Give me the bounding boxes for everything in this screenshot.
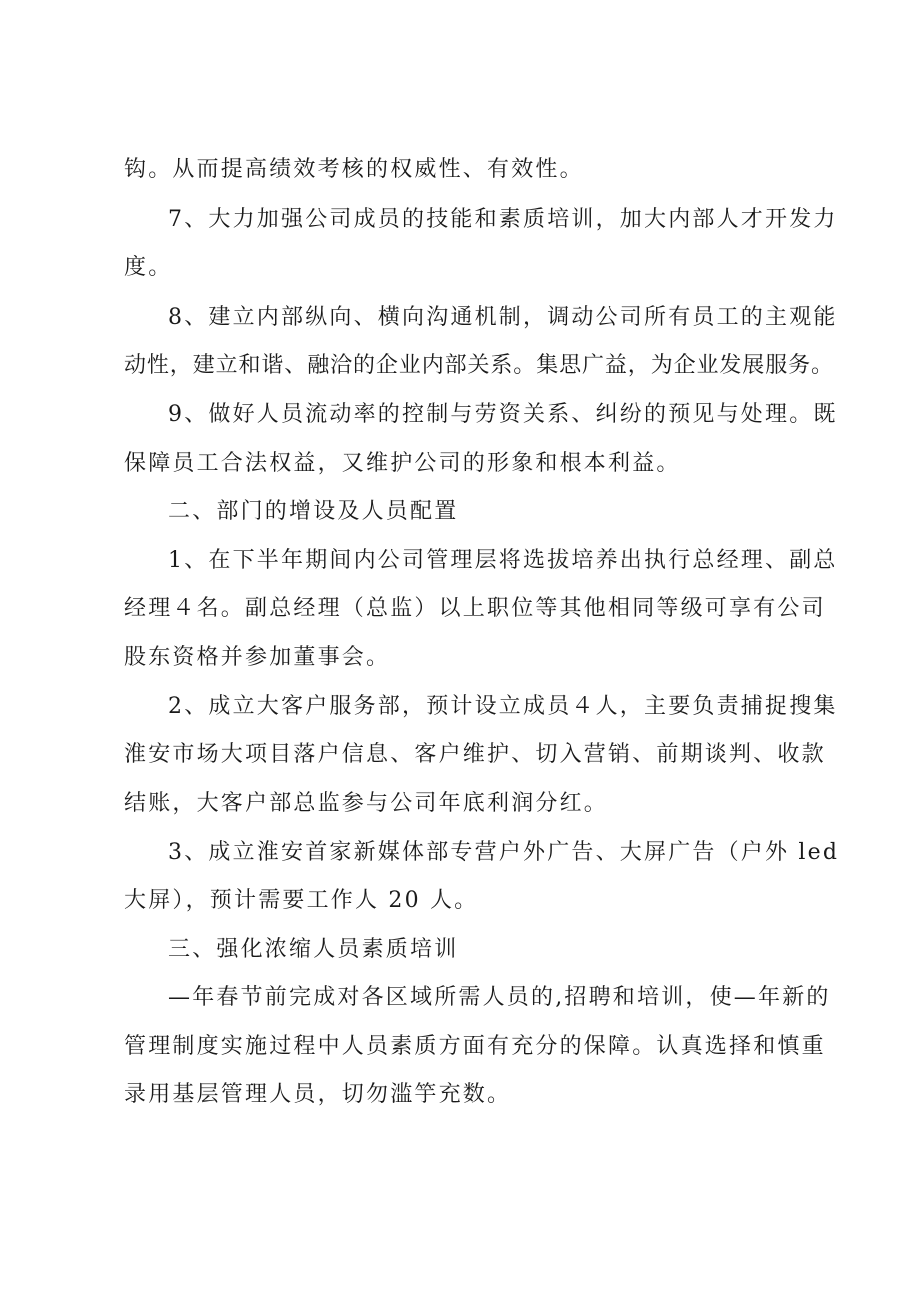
text-line: 3、成立淮安首家新媒体部专营户外广告、大屏广告（户外 led <box>168 840 840 865</box>
text-line: 8、建立内部纵向、横向沟通机制，调动公司所有员工的主观能 <box>168 305 838 330</box>
text-line: 度。 <box>124 255 173 280</box>
text-line: —年春节前完成对各区域所需人员的,招聘和培训，使—年新的 <box>168 985 831 1010</box>
text-line: 1、在下半年期间内公司管理层将选拔培养出执行总经理、副总 <box>168 548 838 573</box>
text-line: 录用基层管理人员，切勿滥竽充数。 <box>124 1082 512 1107</box>
text-line: 大屏），预计需要工作人 20 人。 <box>124 888 479 913</box>
text-line: 股东资格并参加董事会。 <box>124 645 391 670</box>
text-line: 7、大力加强公司成员的技能和素质培训，加大内部人才开发力 <box>168 207 838 232</box>
text-line: 保障员工合法权益，又维护公司的形象和根本利益。 <box>124 451 681 476</box>
text-line: 9、做好人员流动率的控制与劳资关系、纠纷的预见与处理。既 <box>168 402 838 427</box>
section-heading: 二、部门的增设及人员配置 <box>168 499 459 524</box>
text-line: 经理４名。副总经理（总监）以上职位等其他相同等级可享有公司 <box>124 596 826 621</box>
text-line: 动性，建立和谐、融洽的企业内部关系。集思广益，为企业发展服务。 <box>124 353 834 378</box>
text-line: 淮安市场大项目落户信息、客户维护、切入营销、前期谈判、收款 <box>124 742 826 767</box>
section-heading: 三、强化浓缩人员素质培训 <box>168 937 459 962</box>
text-line: 管理制度实施过程中人员素质方面有充分的保障。认真选择和慎重 <box>124 1034 826 1059</box>
text-line: 结账，大客户部总监参与公司年底利润分红。 <box>124 791 609 816</box>
text-line: 钩。从而提高绩效考核的权威性、有效性。 <box>124 157 584 182</box>
text-line: 2、成立大客户服务部，预计设立成员４人，主要负责捕捉搜集 <box>168 694 838 719</box>
